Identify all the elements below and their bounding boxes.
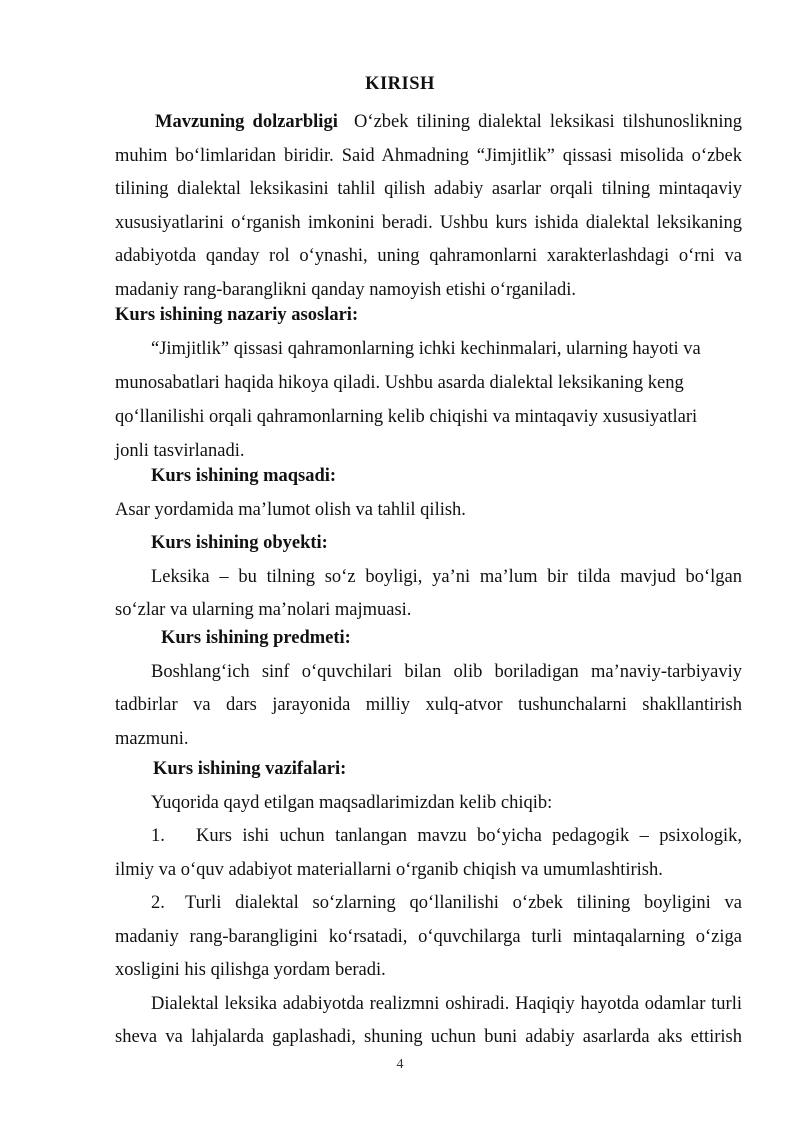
vazifa-item-1-line-2: ilmiy va o‘quv adabiyot materiallarni o‘rganib chiqish va umumlashtirish. <box>115 859 663 880</box>
intro-heading: Mavzuning dolzarbligi <box>155 112 338 132</box>
nazariy-line-1: “Jimjitlik” qissasi qahramonlarning ichki kechinmalari, ularning hayoti va <box>151 338 701 359</box>
vazifa-section <box>115 753 742 1055</box>
intro-text-1: O‘zbek tilining dialektal leksikasi tilshunoslikning <box>354 112 742 132</box>
nazariy-section <box>115 299 742 469</box>
intro-line-1 <box>115 106 742 140</box>
maqsad-text: Asar yordamida ma’lumot olish va tahlil qilish. <box>115 499 466 520</box>
vazifa-item-1-line-1 <box>115 820 742 854</box>
intro-line-2: muhim bo‘limlaridan biridir. Said Ahmadning “Jimjitlik” qissasi misolida o‘zbek <box>115 145 742 166</box>
maqsad-section <box>115 460 742 527</box>
predmet-line-3: mazmuni. <box>115 728 189 749</box>
intro-line-4: xususiyatlarini o‘rganish imkonini beradi. Ushbu kurs ishida dialektal leksikaning <box>115 212 742 233</box>
obyekt-line-2: so‘zlar va ularning ma’nolari majmuasi. <box>115 600 412 620</box>
predmet-heading: Kurs ishining predmeti: <box>161 628 351 648</box>
vazifa-item-2-line-1 <box>115 887 742 921</box>
vazifa-intro: Yuqorida qayd etilgan maqsadlarimizdan kelib chiqib: <box>151 792 553 813</box>
vazifa-item-2-line-3: xosligini his qilishga yordam beradi. <box>115 960 386 980</box>
page-number: 4 <box>396 1057 404 1072</box>
vazifa-item-1-number: 1. <box>151 826 165 846</box>
nazariy-line-2: munosabatlari haqida hikoya qiladi. Ushbu asarda dialektal leksikaning keng <box>115 372 684 393</box>
intro-line-3: tilining dialektal leksikasini tahlil qilish adabiy asarlar orqali tilning mintaqaviy <box>115 179 742 199</box>
intro-paragraph <box>115 106 742 307</box>
intro-line-5: adabiyotda qanday rol o‘ynashi, uning qahramonlarni xarakterlashdagi o‘rni va <box>115 246 742 266</box>
vazifa-item-2-line-2: madaniy rang-barangligini ko‘rsatadi, o‘quvchilarga turli mintaqalarning o‘ziga <box>115 926 742 947</box>
page-title: KIRISH <box>365 74 435 94</box>
vazifa-heading: Kurs ishining vazifalari: <box>153 759 347 779</box>
vazifa-item-2-text: Turli dialektal so‘zlarning qo‘llanilishi o‘zbek tilining boyligini va <box>185 893 742 913</box>
predmet-section <box>115 622 742 756</box>
obyekt-heading: Kurs ishining obyekti: <box>151 533 328 553</box>
nazariy-line-3: qo‘llanilishi orqali qahramonlarning kelib chiqishi va mintaqaviy xususiyatlari <box>115 406 698 427</box>
closing-line-2: sheva va lahjalarda gaplashadi, shuning uchun buni adabiy asarlarda aks ettirish <box>115 1027 742 1047</box>
predmet-line-1: Boshlang‘ich sinf o‘quvchilari bilan olib boriladigan ma’naviy-tarbiyaviy <box>151 661 742 682</box>
closing-line-1: Dialektal leksika adabiyotda realizmni oshiradi. Haqiqiy hayotda odamlar turli <box>151 993 742 1014</box>
predmet-line-2: tadbirlar va dars jarayonida milliy xulq-atvor tushunchalarni shakllantirish <box>115 695 742 715</box>
nazariy-line-4: jonli tasvirlanadi. <box>115 440 245 461</box>
maqsad-heading: Kurs ishining maqsadi: <box>151 466 337 486</box>
nazariy-heading: Kurs ishining nazariy asoslari: <box>115 305 359 325</box>
vazifa-item-2-number: 2. <box>151 893 165 913</box>
vazifa-item-1-text: Kurs ishi uchun tanlangan mavzu bo‘yicha pedagogik – psixologik, <box>196 826 742 846</box>
intro-line-6: madaniy rang-baranglikni qanday namoyish etishi o‘rganiladi. <box>115 279 577 300</box>
obyekt-line-1: Leksika – bu tilning so‘z boyligi, ya’ni ma’lum bir tilda mavjud bo‘lgan <box>151 566 742 587</box>
obyekt-section <box>115 527 742 628</box>
